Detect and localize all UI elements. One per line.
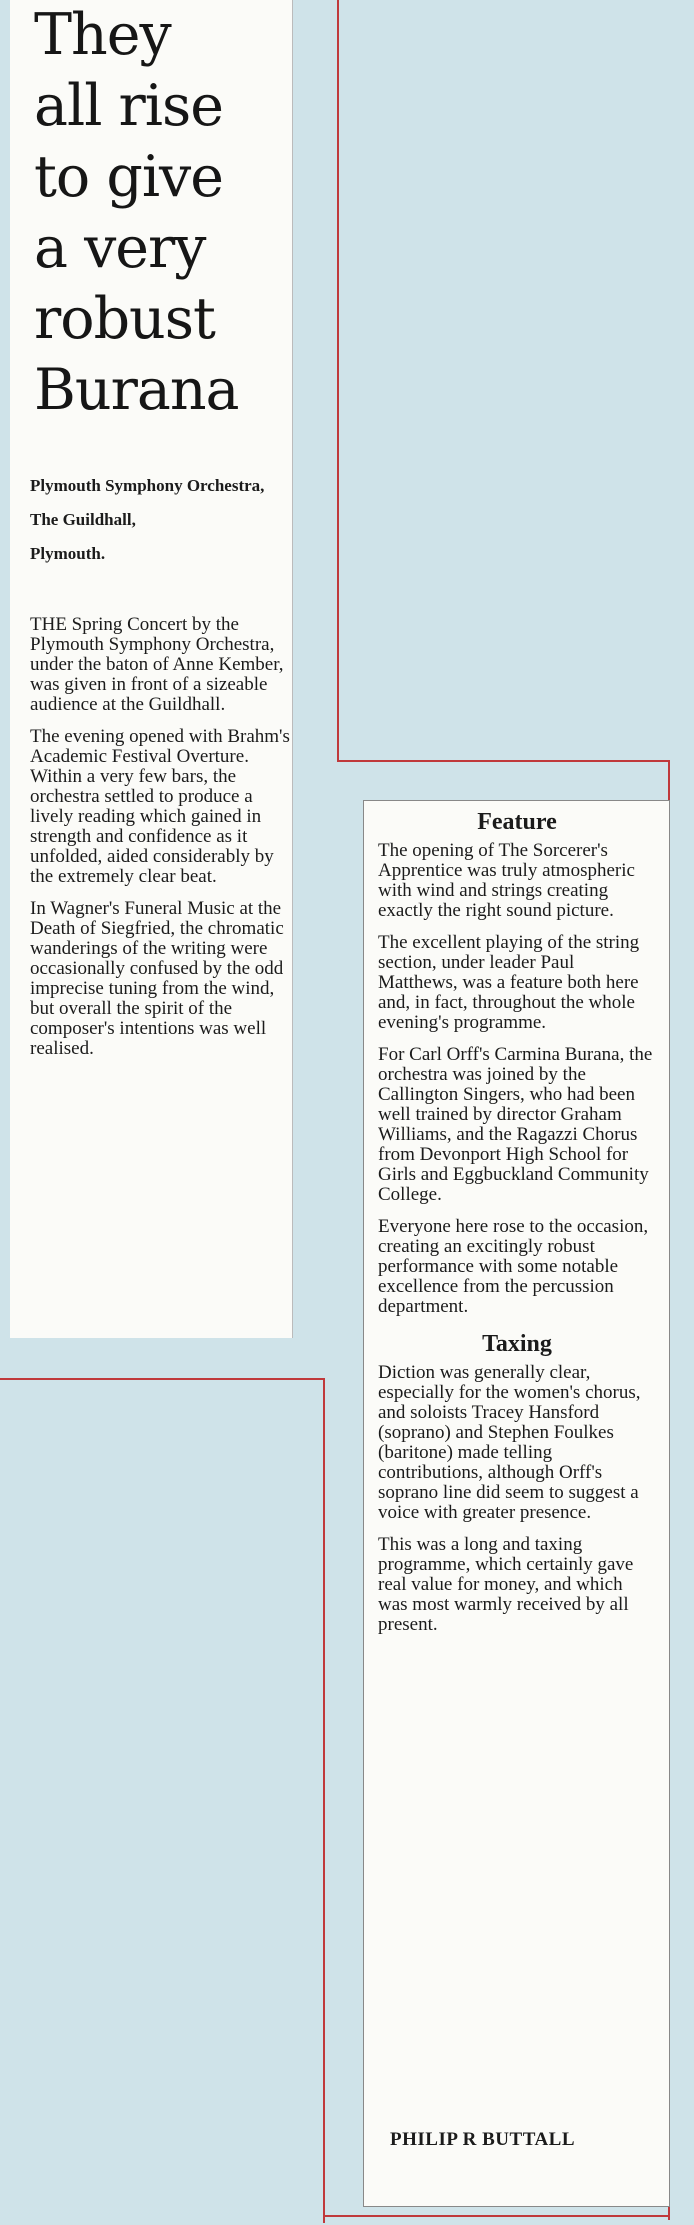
- paragraph: The evening opened with Brahm's Academic Festival Overture. Within a very few bars, the orchestra settled to produce a lively reading which gained in strength and confidence as it unfolded, aided considerably by the extremely clear beat.: [30, 726, 290, 887]
- paragraph: The excellent playing of the string section, under leader Paul Matthews, was a feature both here and, in fact, throughout the whole evening's programme.: [378, 932, 640, 1033]
- section-heading-taxing: Taxing: [482, 1331, 552, 1357]
- cutout-line: [323, 2215, 670, 2217]
- article-clipping-right: [363, 800, 670, 2207]
- headline-line: Burana: [34, 357, 239, 423]
- credit-city: Plymouth.: [30, 544, 106, 563]
- byline: PHILIP R BUTTALL: [390, 2129, 576, 2150]
- headline-line: all rise: [34, 73, 224, 139]
- headline-line: robust: [34, 286, 215, 352]
- article-body-column1: [30, 615, 292, 1071]
- cutout-line: [0, 1378, 325, 1380]
- paragraph: For Carl Orff's Carmina Burana, the orchestra was joined by the Callington Singers, who had been well trained by director Graham Williams, and the Ragazzi Chorus from Devonport High School for Girls and Eggbuckland Community College.: [378, 1044, 653, 1205]
- cutout-line: [323, 1378, 325, 2223]
- paragraph: In Wagner's Funeral Music at the Death of Siegfried, the chromatic wanderings of the writing were occasionally confused by the odd imprecise tuning from the wind, but overall the spirit of the composer's intentions was well realised.: [30, 898, 284, 1059]
- article-body-column2: [378, 801, 656, 1647]
- cutout-line: [337, 0, 339, 762]
- performance-credits: [30, 476, 285, 578]
- section-heading-feature: Feature: [477, 809, 557, 835]
- paragraph: Diction was generally clear, especially for the women's chorus, and soloists Tracey Hansford (soprano) and Stephen Foulkes (baritone) made telling contributions, although Orff's soprano line did seem to suggest a voice with greater presence.: [378, 1362, 641, 1523]
- headline: [34, 0, 289, 426]
- paragraph: This was a long and taxing programme, which certainly gave real value for money, and which was most warmly received by all present.: [378, 1534, 634, 1635]
- headline-line: a very: [34, 215, 206, 281]
- cutout-line: [337, 760, 670, 762]
- credit-orchestra: Plymouth Symphony Orchestra,: [30, 476, 265, 495]
- credit-venue: The Guildhall,: [30, 510, 136, 529]
- headline-line: They: [34, 2, 171, 68]
- paragraph: THE Spring Concert by the Plymouth Symphony Orchestra, under the baton of Anne Kember, was given in front of a sizeable audience at the Guildhall.: [30, 614, 284, 715]
- headline-line: to give: [34, 144, 223, 210]
- paragraph: The opening of The Sorcerer's Apprentice was truly atmospheric with wind and strings creating exactly the right sound picture.: [378, 840, 635, 921]
- paragraph: Everyone here rose to the occasion, creating an excitingly robust performance with some notable excellence from the percussion department.: [378, 1216, 649, 1317]
- article-clipping-left: [10, 0, 293, 1338]
